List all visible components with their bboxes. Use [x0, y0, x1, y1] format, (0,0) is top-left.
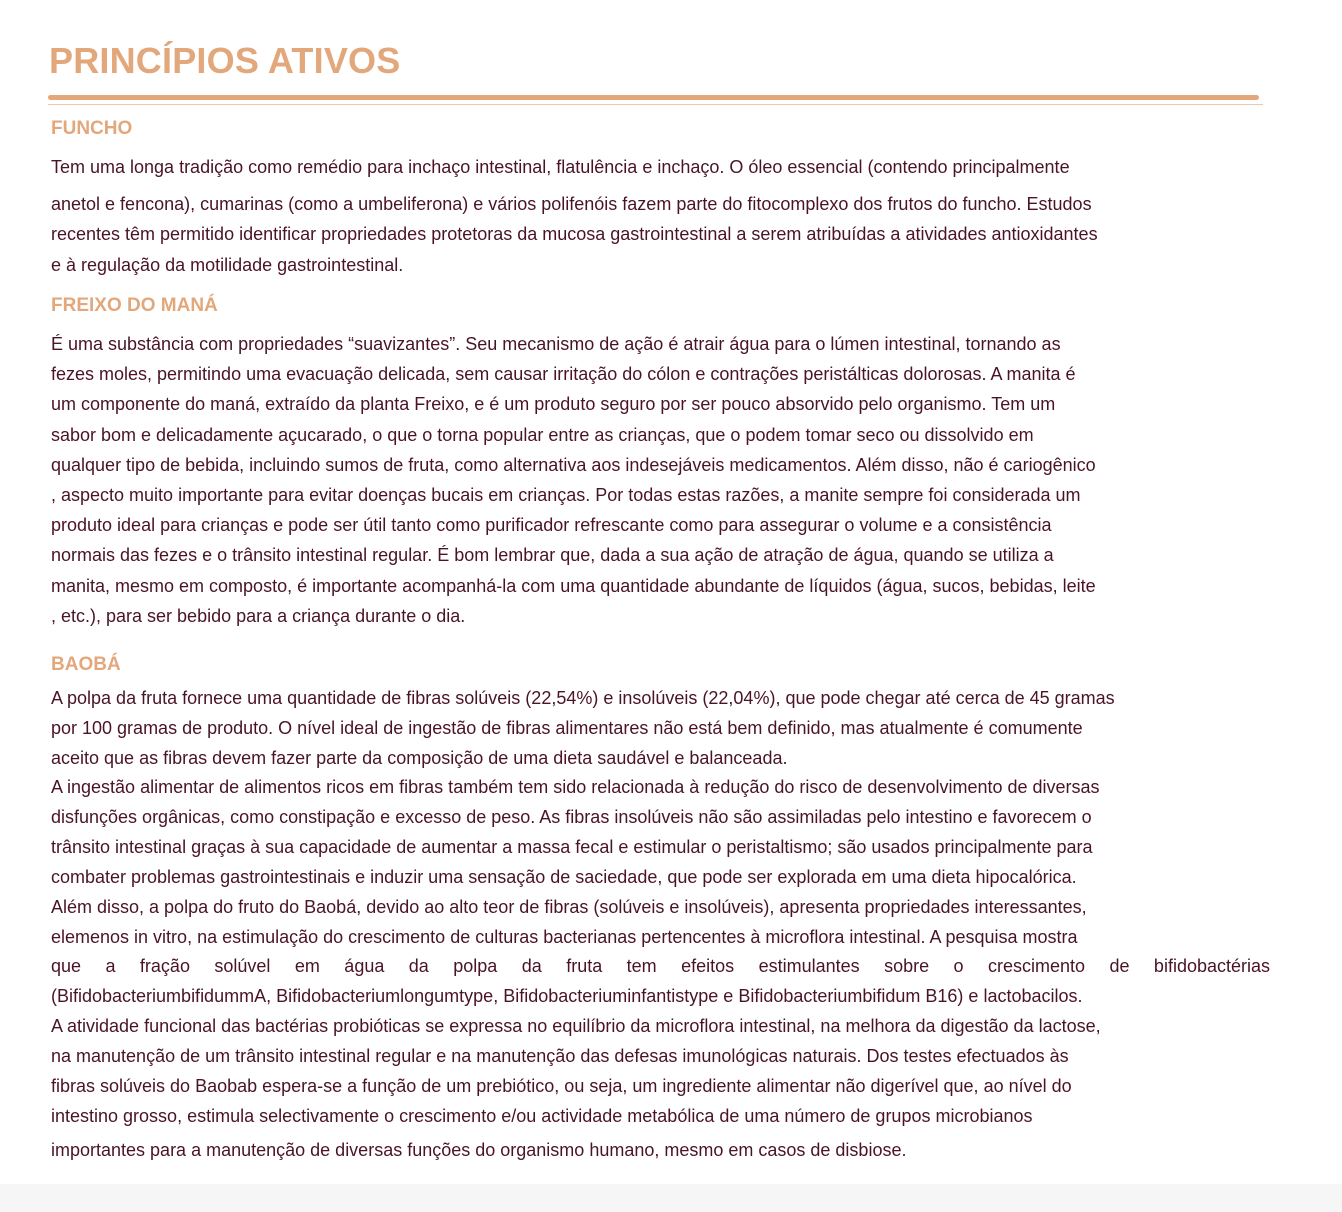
text-line: A atividade funcional das bactérias probióticas se expressa no equilíbrio da microflora intestinal, na melhora da digestão da lactose,	[51, 1016, 1101, 1036]
text-line: sabor bom e delicadamente açucarado, o que o torna popular entre as crianças, que o podem tomar seco ou dissolvido em	[51, 424, 1034, 445]
text-line: , aspecto muito importante para evitar doenças bucais em crianças. Por todas estas razões, a manite sempre foi considerada um	[51, 485, 1081, 506]
title-underline-thin	[48, 104, 1263, 105]
text-line: (BifidobacteriumbifidummA, Bifidobacteriumlongumtype, Bifidobacteriuminfantistype e Bifidobacteriumbifidum B16) e lactobacilos.	[51, 986, 1083, 1006]
text-line: aceito que as fibras devem fazer parte da composição de uma dieta saudável e balanceada.	[51, 747, 788, 768]
text-line: fibras solúveis do Baobab espera-se a função de um prebiótico, ou seja, um ingrediente alimentar não digerível que, ao nível do	[51, 1075, 1072, 1096]
page-bottom-margin	[0, 1184, 1342, 1212]
text-line: É uma substância com propriedades “suavizantes”. Seu mecanismo de ação é atrair água para o lúmen intestinal, tornando as	[51, 334, 1061, 354]
text-line: manita, mesmo em composto, é importante acompanhá-la com uma quantidade abundante de líquidos (água, sucos, bebidas, leite	[51, 575, 1096, 596]
section-heading-baoba: BAOBÁ	[51, 654, 121, 675]
text-line: e à regulação da motilidade gastrointestinal.	[51, 254, 404, 275]
section-heading-freixo-do-mana: FREIXO DO MANÁ	[51, 295, 218, 316]
section-body-baoba-2-justified	[51, 952, 1270, 982]
section-body-freixo-do-mana	[51, 329, 1271, 631]
text-line: recentes têm permitido identificar propriedades protetoras da mucosa gastrointestinal a serem atribuídas a atividades antioxidantes	[51, 224, 1098, 244]
text-line: importantes para a manutenção de diversas funções do organismo humano, mesmo em casos de disbiose.	[51, 1139, 907, 1160]
title-underline	[48, 95, 1259, 100]
text-line: na manutenção de um trânsito intestinal regular e na manutenção das defesas imunológicas naturais. Dos testes efectuados às	[51, 1045, 1069, 1066]
section-body-baoba-1	[51, 684, 1271, 773]
text-line: Tem uma longa tradição como remédio para inchaço intestinal, flatulência e inchaço. O óleo essencial (contendo principalmente	[51, 157, 1070, 177]
text-line: trânsito intestinal graças à sua capacidade de aumentar a massa fecal e estimular o peristaltismo; são usados principalmente para	[51, 836, 1093, 857]
text-line: por 100 gramas de produto. O nível ideal de ingestão de fibras alimentares não está bem definido, mas atualmente é comumente	[51, 717, 1083, 738]
text-line: um componente do maná, extraído da planta Freixo, e é um produto seguro por ser pouco absorvido pelo organismo. Tem um	[51, 394, 1056, 415]
section-body-baoba-2	[51, 773, 1271, 952]
section-body-funcho	[51, 152, 1271, 280]
text-line: que a fração solúvel em água da polpa da fruta tem efeitos estimulantes sobre o crescimento de bifidobactérias	[51, 956, 1270, 976]
text-line: intestino grosso, estimula selectivamente o crescimento e/ou actividade metabólica de uma número de grupos microbianos	[51, 1105, 1033, 1126]
text-line: elemenos in vitro, na estimulação do crescimento de culturas bacterianas pertencentes à microflora intestinal. A pesquisa mostra	[51, 926, 1078, 947]
text-line: fezes moles, permitindo uma evacuação delicada, sem causar irritação do cólon e contrações peristálticas dolorosas. A manita é	[51, 364, 1076, 385]
section-body-baoba-2-end	[51, 982, 1271, 1012]
section-body-baoba-3	[51, 1012, 1271, 1166]
text-line: , etc.), para ser bebido para a criança durante o dia.	[51, 605, 466, 626]
text-line: A ingestão alimentar de alimentos ricos em fibras também tem sido relacionada à redução do risco de desenvolvimento de diversas	[51, 777, 1100, 797]
text-line: anetol e fencona), cumarinas (como a umbeliferona) e vários polifenóis fazem parte do fitocomplexo dos frutos do funcho. Estudos	[51, 193, 1092, 214]
text-line: normais das fezes e o trânsito intestinal regular. É bom lembrar que, dada a sua ação de atração de água, quando se utiliza a	[51, 545, 1054, 566]
text-line: A polpa da fruta fornece uma quantidade de fibras solúveis (22,54%) e insolúveis (22,04%), que pode chegar até cerca de 45 gramas	[51, 688, 1115, 708]
text-line: disfunções orgânicas, como constipação e excesso de peso. As fibras insolúveis não são assimiladas pelo intestino e favorecem o	[51, 806, 1092, 827]
text-line: Além disso, a polpa do fruto do Baobá, devido ao alto teor de fibras (solúveis e insolúveis), apresenta propriedades interessantes,	[51, 896, 1087, 917]
text-line: qualquer tipo de bebida, incluindo sumos de fruta, como alternativa aos indesejáveis medicamentos. Além disso, não é cariogênico	[51, 454, 1096, 475]
text-line: combater problemas gastrointestinais e induzir uma sensação de saciedade, que pode ser explorada em uma dieta hipocalórica.	[51, 866, 1077, 887]
text-line: produto ideal para crianças e pode ser útil tanto como purificador refrescante como para assegurar o volume e a consistência	[51, 515, 1052, 536]
section-heading-funcho: FUNCHO	[51, 118, 133, 139]
page-title: PRINCÍPIOS ATIVOS	[49, 40, 401, 81]
